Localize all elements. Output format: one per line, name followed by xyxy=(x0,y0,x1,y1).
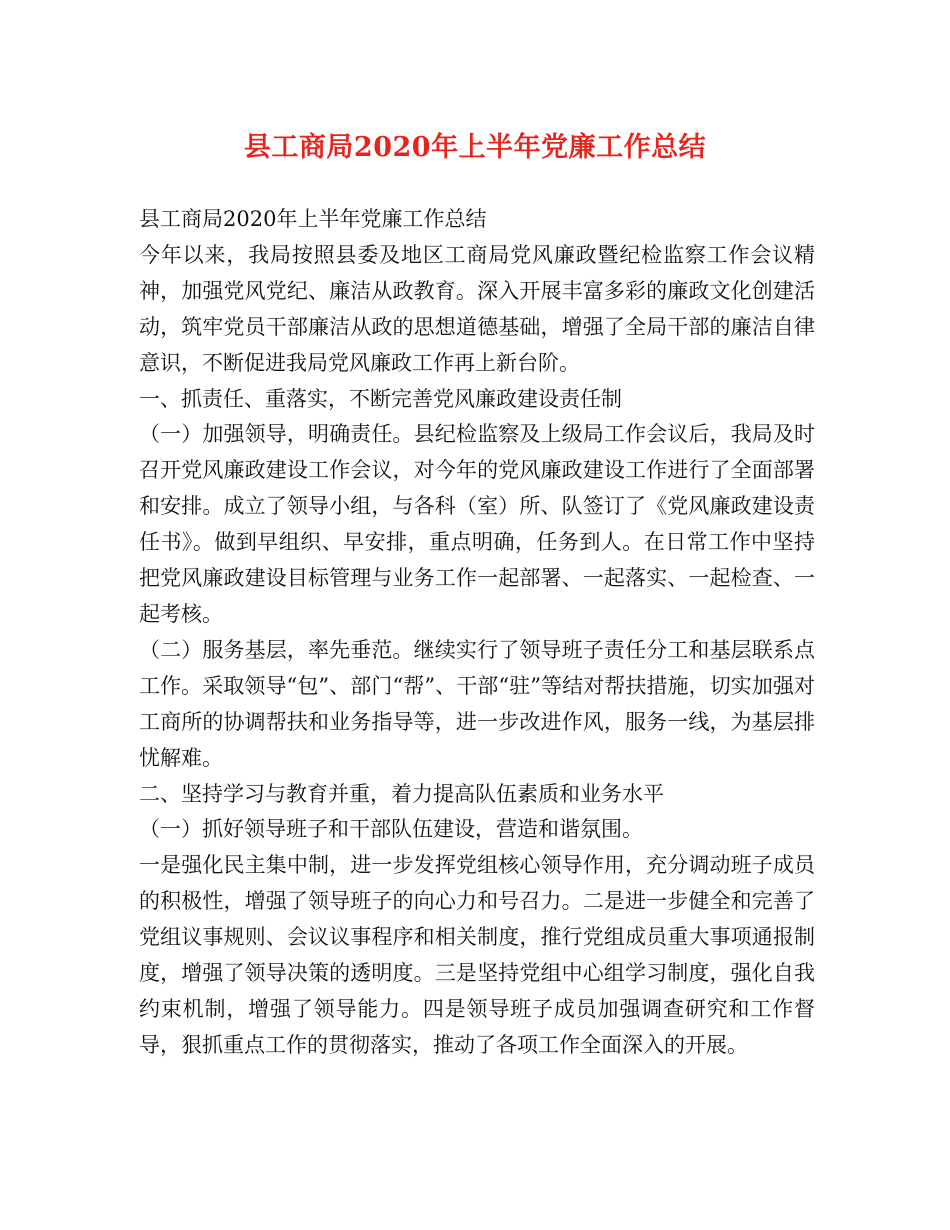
section-heading-1: 一、抓责任、重落实，不断完善党风廉政建设责任制 xyxy=(139,386,622,411)
paragraph-1-1: （一）加强领导，明确责任。县纪检监察及上级局工作会议后，我局及时召开党风廉政建设工作会议，对今年的党风廉政建设工作进行了全面部署和安排。成立了领导小组，与各科（室）所、队签订了《党风廉政建设责任书》。做到早组织、早安排，重点明确，任务到人。在日常工作中坚持把党风廉政建设目标管理与业务工作一起部署、一起落实、一起检查、一起考核。 xyxy=(139,422,815,626)
section-heading-2: 二、坚持学习与教育并重，着力提高队伍素质和业务水平 xyxy=(139,781,664,806)
subsection-heading-2-1: （一）抓好领导班子和干部队伍建设，营造和谐氛围。 xyxy=(139,817,643,842)
document-body xyxy=(139,202,815,1064)
paragraph-2-1: 一是强化民主集中制，进一步发挥党组核心领导作用，充分调动班子成员的积极性，增强了领导班子的向心力和号召力。二是进一步健全和完善了党组议事规则、会议议事程序和相关制度，推行党组成员重大事项通报制度，增强了领导决策的透明度。三是坚持党组中心组学习制度，强化自我约束机制，增强了领导能力。四是领导班子成员加强调查研究和工作督导，狠抓重点工作的贯彻落实，推动了各项工作全面深入的开展。 xyxy=(139,853,815,1057)
paragraph-subtitle: 县工商局2020年上半年党廉工作总结 xyxy=(139,207,487,231)
document-title: 县工商局2020年上半年党廉工作总结 xyxy=(243,132,707,163)
paragraph-intro: 今年以来，我局按照县委及地区工商局党风廉政暨纪检监察工作会议精神，加强党风党纪、廉洁从政教育。深入开展丰富多彩的廉政文化创建活动，筑牢党员干部廉洁从政的思想道德基础，增强了全局干部的廉洁自律意识，不断促进我局党风廉政工作再上新台阶。 xyxy=(139,242,815,375)
paragraph-1-2: （二）服务基层，率先垂范。继续实行了领导班子责任分工和基层联系点工作。采取领导“包”、部门“帮”、干部“驻”等结对帮扶措施，切实加强对工商所的协调帮扶和业务指导等，进一步改进作风，服务一线，为基层排忧解难。 xyxy=(139,637,815,770)
